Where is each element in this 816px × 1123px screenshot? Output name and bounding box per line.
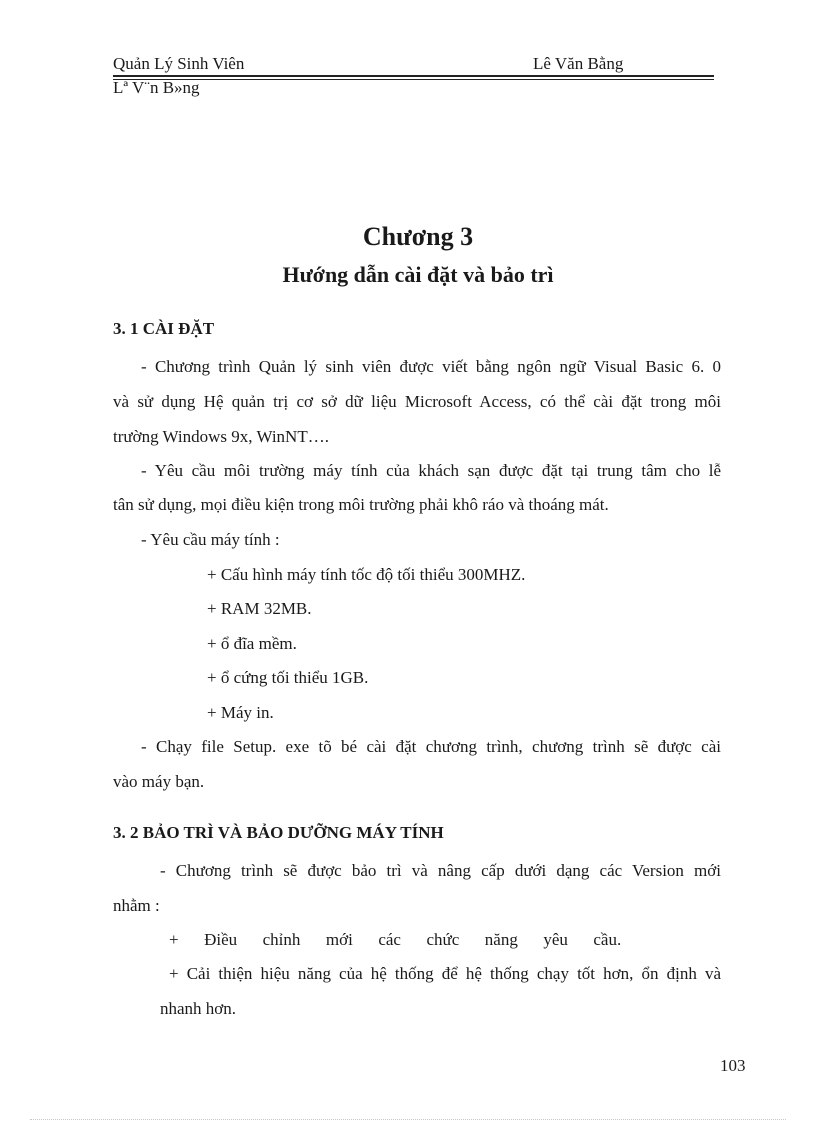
- header-title-left: Quản Lý Sinh Viên: [113, 54, 245, 73]
- maintenance-item: + Cải thiện hiệu năng của hệ thống để hệ thống chạy tốt hơn, ổn định và: [169, 964, 721, 983]
- header-author-right: Lê Văn Bằng: [533, 54, 624, 73]
- paragraph-line: và sử dụng Hệ quản trị cơ sở dữ liệu Microsoft Access, có thể cài đặt trong môi: [113, 392, 721, 411]
- page-bottom-dotted-line: [30, 1119, 786, 1120]
- paragraph-line: vào máy bạn.: [113, 772, 205, 791]
- paragraph-line: nhằm :: [113, 896, 160, 915]
- requirement-item: + Cấu hình máy tính tốc độ tối thiểu 300MHZ.: [207, 565, 526, 584]
- paragraph-line: trường Windows 9x, WinNT….: [113, 427, 329, 446]
- page-number: 103: [720, 1056, 746, 1075]
- requirement-item: + Máy in.: [207, 703, 274, 722]
- section-heading-maintenance: 3. 2 BẢO TRÌ VÀ BẢO DƯỠNG MÁY TÍNH: [113, 823, 444, 842]
- requirement-item: + ổ cứng tối thiểu 1GB.: [207, 668, 369, 687]
- chapter-title: Chương 3: [362, 222, 474, 251]
- paragraph-line: tân sử dụng, mọi điều kiện trong môi trường phải khô ráo và thoáng mát.: [113, 495, 609, 514]
- section-heading-install: 3. 1 CÀI ĐẶT: [113, 319, 215, 338]
- requirement-item: + RAM 32MB.: [207, 599, 312, 618]
- header-garbled-text: Lª V¨n B»ng: [113, 78, 200, 97]
- paragraph-line: - Chương trình sẽ được bảo trì và nâng cấp dưới dạng các Version mới: [160, 861, 721, 880]
- paragraph-line: - Yêu cầu môi trường máy tính của khách sạn được đặt tại trung tâm cho lễ: [141, 461, 721, 480]
- paragraph-line: nhanh hơn.: [160, 999, 237, 1018]
- chapter-subtitle: Hướng dẫn cài đặt và bảo trì: [282, 262, 554, 287]
- requirement-item: + ổ đĩa mềm.: [207, 634, 297, 653]
- header-rule-thin: [113, 79, 714, 80]
- paragraph-line: - Chạy file Setup. exe tõ bé cài đặt chương trình, chương trình sẽ được cài: [141, 737, 721, 756]
- paragraph-line: - Yêu cầu máy tính :: [141, 530, 280, 549]
- paragraph-line: - Chương trình Quản lý sinh viên được viết bằng ngôn ngữ Visual Basic 6. 0: [141, 357, 721, 376]
- header-rule-thick: [113, 75, 714, 77]
- maintenance-item: + Điều chỉnh mới các chức năng yêu cầu.: [169, 930, 622, 949]
